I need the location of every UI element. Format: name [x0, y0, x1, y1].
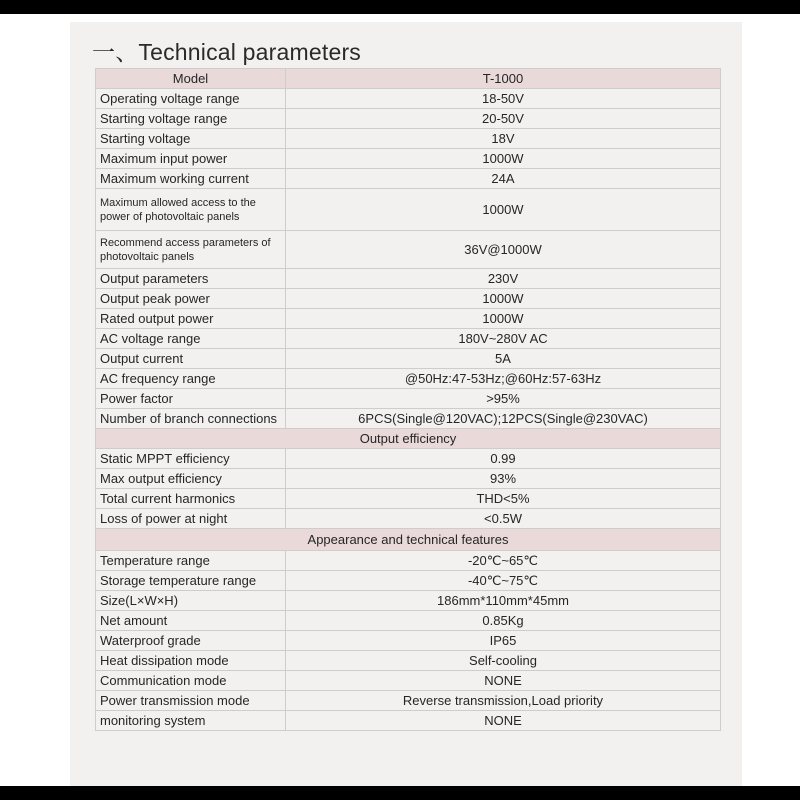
param-label: Number of branch connections	[96, 409, 286, 429]
section-header-appearance	[96, 529, 721, 551]
param-label: Maximum working current	[96, 169, 286, 189]
table-row	[96, 611, 721, 631]
param-value: <0.5W	[286, 509, 721, 529]
param-value: 1000W	[286, 289, 721, 309]
param-value: 24A	[286, 169, 721, 189]
param-value: -40℃~75℃	[286, 571, 721, 591]
table-row	[96, 109, 721, 129]
param-value: 186mm*110mm*45mm	[286, 591, 721, 611]
table-row	[96, 89, 721, 109]
table-row	[96, 269, 721, 289]
param-label: Power factor	[96, 389, 286, 409]
table-row	[96, 631, 721, 651]
param-label: Power transmission mode	[96, 691, 286, 711]
param-label: AC voltage range	[96, 329, 286, 349]
table-row	[96, 651, 721, 671]
param-value: 1000W	[286, 189, 721, 231]
param-value: 6PCS(Single@120VAC);12PCS(Single@230VAC)	[286, 409, 721, 429]
param-value: 230V	[286, 269, 721, 289]
param-value: 0.85Kg	[286, 611, 721, 631]
table-row	[96, 449, 721, 469]
param-label: Loss of power at night	[96, 509, 286, 529]
param-label: Recommend access parameters of photovoltaic panels	[96, 231, 286, 269]
param-label: Starting voltage range	[96, 109, 286, 129]
param-value: NONE	[286, 711, 721, 731]
param-value: 18-50V	[286, 89, 721, 109]
param-label: Maximum input power	[96, 149, 286, 169]
table-row	[96, 149, 721, 169]
table-row	[96, 289, 721, 309]
param-value: 36V@1000W	[286, 231, 721, 269]
param-value: IP65	[286, 631, 721, 651]
param-label: Rated output power	[96, 309, 286, 329]
param-value: 0.99	[286, 449, 721, 469]
table-row	[96, 169, 721, 189]
table-row	[96, 189, 721, 231]
param-label: Total current harmonics	[96, 489, 286, 509]
param-value: -20℃~65℃	[286, 551, 721, 571]
table-row	[96, 389, 721, 409]
table-row	[96, 591, 721, 611]
table-row	[96, 349, 721, 369]
model-value: T-1000	[286, 69, 721, 89]
table-row	[96, 711, 721, 731]
table-row	[96, 329, 721, 349]
param-value: 20-50V	[286, 109, 721, 129]
param-label: Heat dissipation mode	[96, 651, 286, 671]
table-row	[96, 571, 721, 591]
param-value: >95%	[286, 389, 721, 409]
param-label: monitoring system	[96, 711, 286, 731]
param-value: THD<5%	[286, 489, 721, 509]
table-row	[96, 129, 721, 149]
model-label: Model	[96, 69, 286, 89]
top-black-border	[0, 0, 800, 14]
table-row	[96, 469, 721, 489]
section-title: Appearance and technical features	[96, 529, 721, 551]
section-header-output-efficiency	[96, 429, 721, 449]
page-title: 一、Technical parameters	[92, 39, 362, 65]
param-label: Waterproof grade	[96, 631, 286, 651]
param-value: 180V~280V AC	[286, 329, 721, 349]
param-label: AC frequency range	[96, 369, 286, 389]
table-row	[96, 489, 721, 509]
param-label: Maximum allowed access to the power of photovoltaic panels	[96, 189, 286, 231]
table-row	[96, 671, 721, 691]
param-label: Storage temperature range	[96, 571, 286, 591]
table-row	[96, 231, 721, 269]
param-value: 93%	[286, 469, 721, 489]
table-row	[96, 409, 721, 429]
table-row	[96, 691, 721, 711]
param-value: Reverse transmission,Load priority	[286, 691, 721, 711]
param-value: Self-cooling	[286, 651, 721, 671]
section-title: Output efficiency	[96, 429, 721, 449]
bottom-black-border	[0, 786, 800, 800]
param-value: 1000W	[286, 149, 721, 169]
table-row	[96, 509, 721, 529]
param-value: 18V	[286, 129, 721, 149]
param-value: 5A	[286, 349, 721, 369]
param-label: Static MPPT efficiency	[96, 449, 286, 469]
param-label: Output peak power	[96, 289, 286, 309]
param-label: Output parameters	[96, 269, 286, 289]
param-value: @50Hz:47-53Hz;@60Hz:57-63Hz	[286, 369, 721, 389]
param-label: Starting voltage	[96, 129, 286, 149]
param-label: Net amount	[96, 611, 286, 631]
param-label: Max output efficiency	[96, 469, 286, 489]
table-row	[96, 369, 721, 389]
technical-parameters-table	[95, 68, 721, 731]
param-label: Communication mode	[96, 671, 286, 691]
param-value: NONE	[286, 671, 721, 691]
param-value: 1000W	[286, 309, 721, 329]
param-label: Temperature range	[96, 551, 286, 571]
table-header-row	[96, 69, 721, 89]
param-label: Operating voltage range	[96, 89, 286, 109]
table-row	[96, 309, 721, 329]
param-label: Output current	[96, 349, 286, 369]
param-label: Size(L×W×H)	[96, 591, 286, 611]
table-row	[96, 551, 721, 571]
